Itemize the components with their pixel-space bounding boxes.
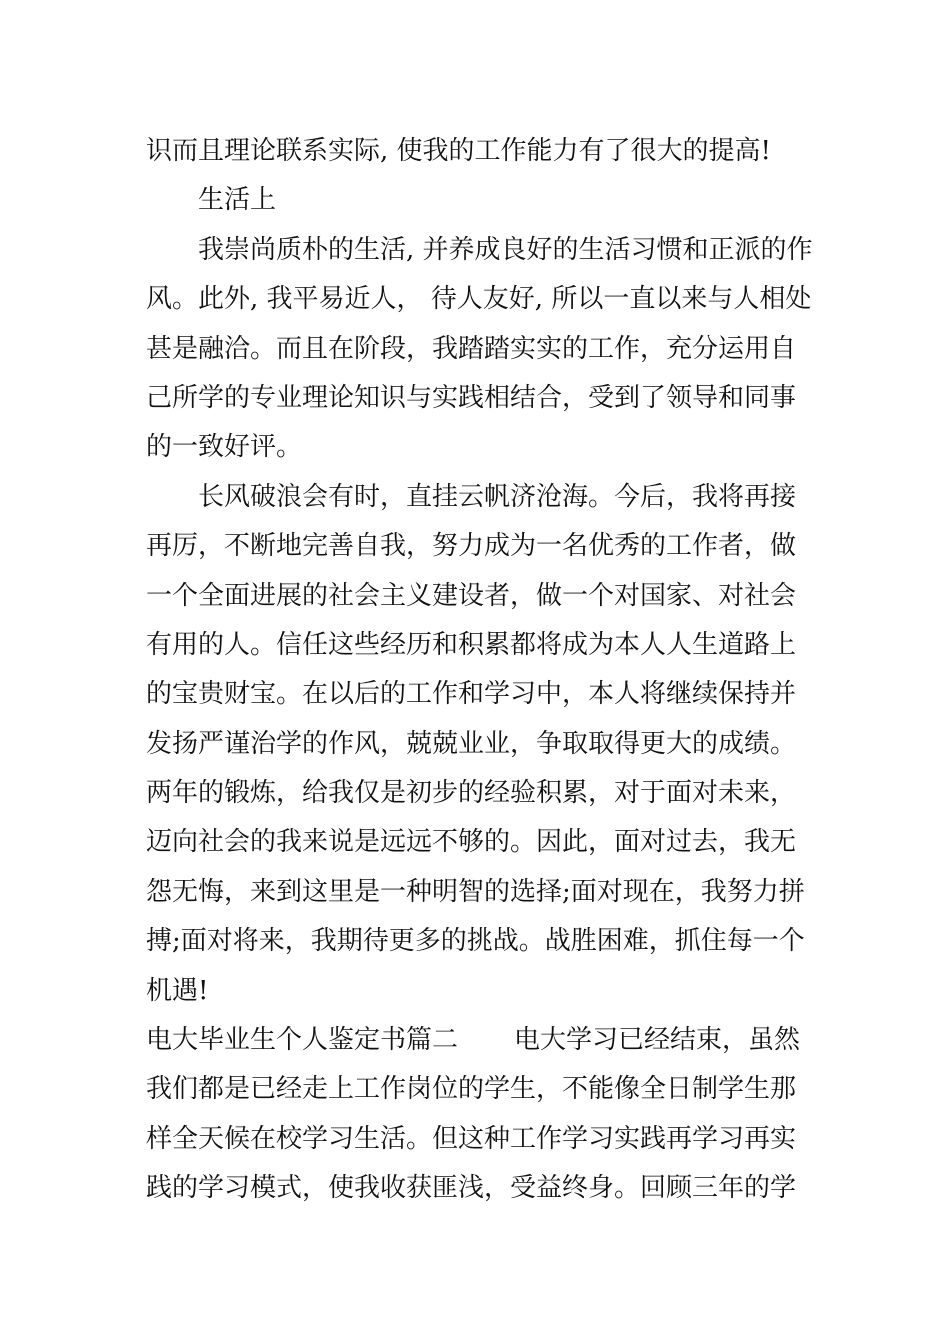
document-page <box>146 127 813 1214</box>
paragraph-line: 电大学习已经结束，虽然 <box>514 1025 801 1056</box>
subheading-life: 生活上 <box>198 185 277 216</box>
paragraph-line: 搏;面对将来，我期待更多的挑战。战胜困难，抓住每一个 <box>146 926 805 957</box>
paragraph-line: 一个全面进展的社会主义建设者，做一个对国家、对社会 <box>146 580 797 611</box>
paragraph-line: 的宝贵财宝。在以后的工作和学习中，本人将继续保持并 <box>146 679 797 710</box>
paragraph-line: 迈向社会的我来说是远远不够的。因此，面对过去，我无 <box>146 827 797 858</box>
paragraph-line: 的一致好评。 <box>146 432 303 463</box>
paragraph-line: 样全天候在校学习生活。但这种工作学习实践再学习再实 <box>146 1123 797 1154</box>
paragraph-line: 再厉，不断地完善自我，努力成为一名优秀的工作者，做 <box>146 531 797 562</box>
section-heading-line <box>146 1016 810 1065</box>
paragraph-line: 我崇尚质朴的生活, 并养成良好的生活习惯和正派的作 <box>198 234 813 265</box>
paragraph-line: 甚是融洽。而且在阶段，我踏踏实实的工作，充分运用自 <box>146 333 797 364</box>
paragraph-line: 我们都是已经走上工作岗位的学生，不能像全日制学生那 <box>146 1074 797 1105</box>
paragraph-line: 风。此外, 我平易近人， 待人友好, 所以一直以来与人相处 <box>146 284 812 315</box>
paragraph-line: 有用的人。信任这些经历和积累都将成为本人人生道路上 <box>146 629 797 660</box>
section-heading: 电大毕业生个人鉴定书篇二 <box>146 1025 459 1056</box>
paragraph-line: 机遇! <box>146 975 209 1006</box>
paragraph-line: 践的学习模式，使我收获匪浅，受益终身。回顾三年的学 <box>146 1173 797 1204</box>
paragraph-line: 发扬严谨治学的作风，兢兢业业，争取取得更大的成绩。 <box>146 728 797 759</box>
paragraph-line: 识而且理论联系实际, 使我的工作能力有了很大的提高! <box>146 136 771 166</box>
paragraph-line: 长风破浪会有时，直挂云帆济沧海。今后，我将再接 <box>198 481 797 512</box>
paragraph-line: 怨无悔，来到这里是一种明智的选择;面对现在，我努力拼 <box>146 876 805 907</box>
paragraph-line: 己所学的专业理论知识与实践相结合，受到了领导和同事 <box>146 382 797 413</box>
paragraph-line: 两年的锻炼，给我仅是初步的经验积累，对于面对未来， <box>146 778 797 809</box>
